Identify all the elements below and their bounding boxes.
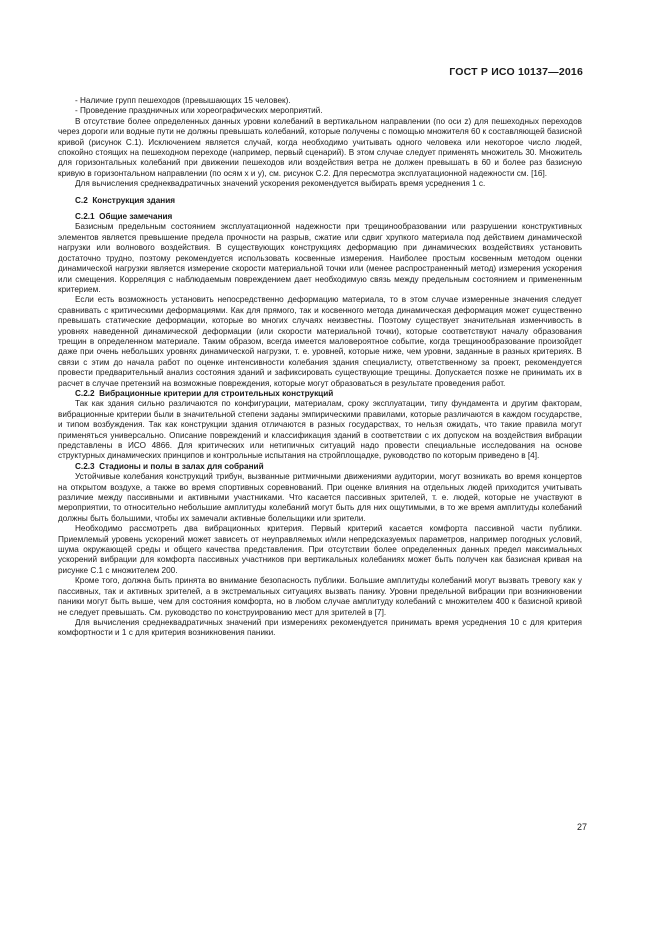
section-heading bbox=[58, 462, 582, 472]
paragraph: Так как здания сильно различаются по конфигурации, материалам, сроку эксплуатации, типу фундамента и другим факторам, вибрационные критерии были в значительной степени заданы эмпирическими правилами, которые различаются в каждом государстве, и типом возбуждения. Так как конструкции здания отличаются в разных государствах, то нельзя ожидать, что такие правила могут применяться универсально. Описание повреждений и классификация зданий в соответствии с их допуском на воздействия вибрации представлены в ИСО 4866. Для критических или нетипичных ситуаций надо провести специальные исследования на основе структурных динамических принципов и контрольные испытания на стройплощадке, руководство по которым приведено в [4]. bbox=[58, 399, 582, 461]
section-title: Общие замечания bbox=[99, 212, 173, 222]
section-number: С.2.3 bbox=[75, 461, 95, 471]
paragraph: Если есть возможность установить непосредственно деформацию материала, то в этом случае измеренные значения следует сравнивать с критическими деформациями. Как для прямого, так и косвенного метода динамическая деформация может существенно превышать статические деформации, которые во многих случаях неизвестны. Поэтому существует значительная изменчивость в уровнях наведенной динамической деформации (или скорости материальной точки), которые соответствуют началу образования трещин в определенном материале. Таким образом, всегда имеется маловероятное событие, когда трещинообразование произойдет даже при очень небольших уровнях динамической нагрузки, т. е. уровней, которые ниже, чем уровни, заданные в разных критериях. В связи с этим до начала работ по оценке интенсивности колебания здания специалисту, ответственному за проект, рекомендуется провести предварительный анализ состояния зданий и зафиксировать существующие трещины. Допускается позже не принимать их в расчет в случае претензий на возможные повреждения, которые могут образоваться в результате проведения работ. bbox=[58, 295, 582, 388]
section-title: Вибрационные критерии для строительных конструкций bbox=[99, 388, 334, 398]
paragraph: Кроме того, должна быть принята во внимание безопасность публики. Большие амплитуды колебаний могут вызвать тревогу как у пассивных, так и активных зрителей, а в экстремальных ситуациях вызвать панику. Уровни предельной вибрации при возникновении паники могут быть выше, чем для состояния комфорта, но в любом случае амплитуду колебаний с множителем 400 к базисной кривой не следует превышать. См. руководство по конструированию мест для зрителей в [7]. bbox=[58, 576, 582, 617]
section-heading bbox=[58, 196, 582, 206]
section-heading bbox=[58, 212, 582, 222]
paragraph: Для вычисления среднеквадратичных значений ускорения рекомендуется выбирать время усреднения 1 с. bbox=[75, 179, 486, 189]
paragraph: Необходимо рассмотреть два вибрационных критерия. Первый критерий касается комфорта пассивной части публики. Приемлемый уровень ускорений может зависеть от неуправляемых и/или непредсказуемых параметров, например погодных условий, шума окружающей среды и общего качества представления. При отсутствии более определенных данных предел максимальных ускорений вибрации для комфорта пассивных участников при вертикальных колебаниях может быть получен как базисная кривая на рисунке С.1 с множителем 200. bbox=[58, 524, 582, 575]
paragraph: Базисным предельным состоянием эксплуатационной надежности при трещинообразовании или разрушении конструктивных элементов является превышение предела прочности на разрыв, сжатие или сдвиг хрупкого материала под действием динамической нагрузки или волнового воздействия. В существующих конструкциях деформацию при динамических воздействиях установить достаточно трудно, поэтому рекомендуется использовать косвенные измерения. Наиболее простым косвенным методом оценки динамической нагрузки является измерение скорости материальной точки или (менее распространенный метод) измерения ускорения или смещения. Корреляция с наблюдаемым повреждением дает необходимую связь между предельным состоянием и примененным критерием. bbox=[58, 222, 582, 294]
paragraph: Для вычисления среднеквадратичных значений при измерениях рекомендуется принимать время усреднения 10 с для критерия комфортности и 1 с для критерия возникновения паники. bbox=[58, 617, 582, 638]
paragraph: Устойчивые колебания конструкций трибун, вызванные ритмичными движениями аудитории, могут возникать во время концертов на открытом воздухе, а также во время спортивных соревнований. При оценке влияния на отдельных людей приходится учитывать различие между пассивными и активными участниками. Что касается пассивных зрителей, т. е. людей, которые не участвуют в мероприятии, то относительно небольшие амплитуды колебаний могут быть для них ощутимыми, в то же время амплитуды колебаний должны быть большими, чтобы их замечали активные болельщики или зрители. bbox=[58, 472, 582, 523]
document-body bbox=[58, 96, 582, 639]
section-number: С.2.1 bbox=[75, 212, 95, 222]
section-title: Стадионы и полы в залах для собраний bbox=[99, 461, 264, 471]
section-number: С.2 bbox=[75, 195, 88, 205]
section-heading bbox=[58, 389, 582, 399]
document-header: ГОСТ Р ИСО 10137—2016 bbox=[449, 66, 583, 78]
section-number: С.2.2 bbox=[75, 388, 95, 398]
page-number: 27 bbox=[576, 822, 587, 832]
paragraph: В отсутствие более определенных данных уровни колебаний в вертикальном направлении (по оси z) для пешеходных переходов через дороги или водные пути не должны превышать колебаний, которые получены с помощью множителя 60 к составляющей базисной кривой (рисунок С.1). Исключением является случай, когда необходимо учитывать одного человека или некоторое число людей, спокойно стоящих на пешеходном переходе (например, первый сценарий). В этом случае следует применять множитель 30. Множитель для горизонтальных колебаний при движении пешеходов или воздействия ветра не должен превышать в 60 и более раз базисную кривую в горизонтальном направлении (по осям x и y), см. рисунок С.2. Для пересмотра эксплуатационной надежности см. [16]. bbox=[58, 116, 582, 178]
list-item: - Наличие групп пешеходов (превышающих 15 человек). bbox=[75, 96, 291, 105]
section-title: Конструкция здания bbox=[92, 195, 176, 205]
list-item: - Проведение праздничных или хореографических мероприятий. bbox=[75, 106, 323, 116]
